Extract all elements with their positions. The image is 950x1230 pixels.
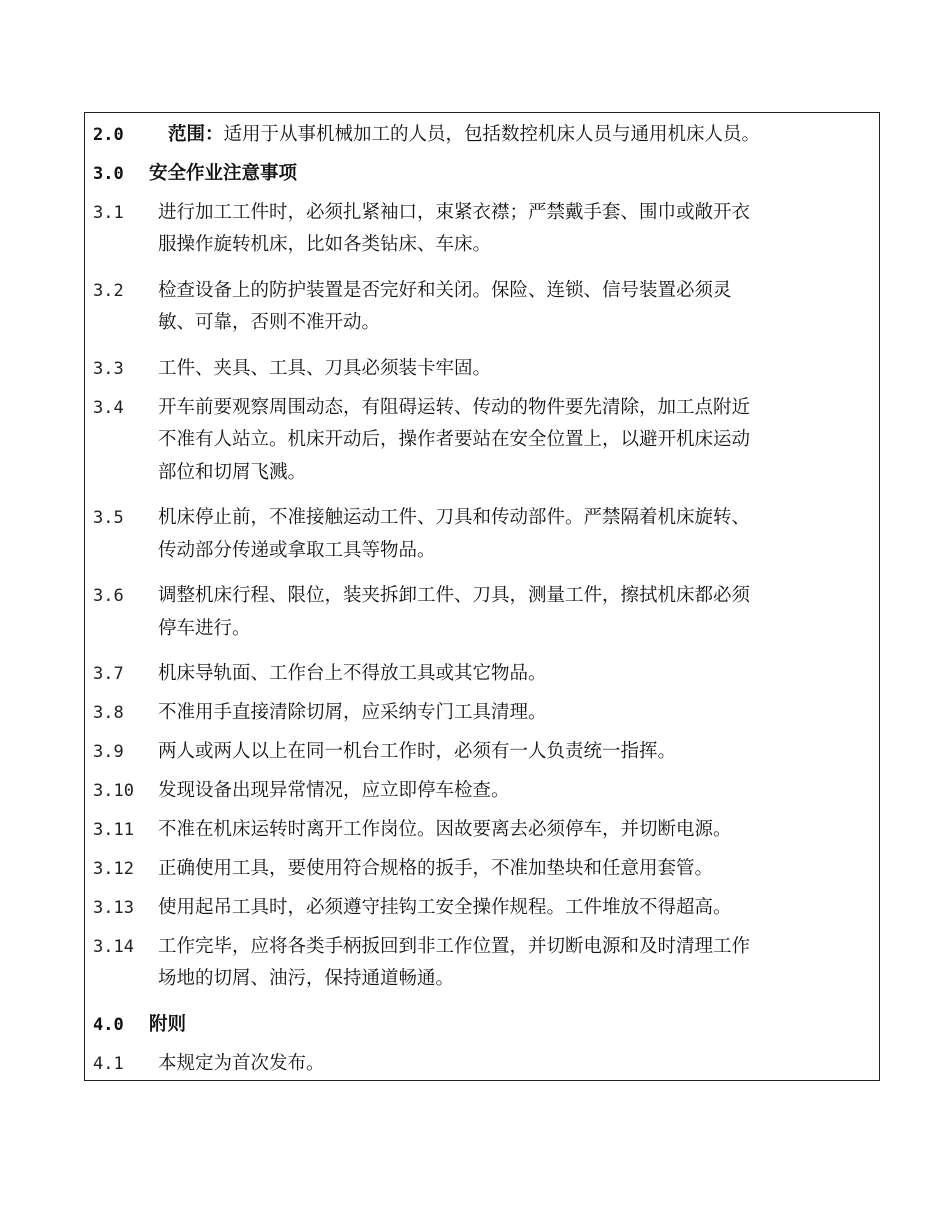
document-body bbox=[84, 112, 880, 1081]
item-text: 正确使用工具，要使用符合规格的扳手，不准加垫块和任意用套管。 bbox=[158, 858, 714, 879]
section-number: 3.0 bbox=[93, 164, 124, 184]
list-item-continuation bbox=[93, 459, 871, 487]
item-number: 3.7 bbox=[93, 664, 124, 684]
scope-row bbox=[93, 121, 871, 149]
item-number: 3.1 bbox=[93, 203, 124, 223]
list-item bbox=[93, 699, 871, 727]
section-title: 安全作业注意事项 bbox=[149, 163, 298, 184]
list-item bbox=[93, 394, 871, 422]
list-item bbox=[93, 738, 871, 766]
list-item bbox=[93, 1050, 871, 1078]
item-number: 3.6 bbox=[93, 586, 124, 606]
item-number: 4.1 bbox=[93, 1054, 124, 1074]
item-text: 场地的切屑、油污，保持通道畅通。 bbox=[158, 968, 455, 989]
item-text: 部位和切屑飞溅。 bbox=[158, 462, 307, 483]
list-item bbox=[93, 582, 871, 610]
section-number: 2.0 bbox=[93, 125, 124, 145]
item-number: 3.9 bbox=[93, 742, 124, 762]
item-text: 机床停止前，不准接触运动工件、刀具和传动部件。严禁隔着机床旋转、 bbox=[158, 507, 751, 528]
list-item bbox=[93, 504, 871, 532]
item-text: 进行加工工件时，必须扎紧袖口，束紧衣襟；严禁戴手套、围巾或敞开衣 bbox=[158, 202, 751, 223]
item-number: 3.8 bbox=[93, 703, 124, 723]
item-text: 开车前要观察周围动态，有阻碍运转、传动的物件要先清除，加工点附近 bbox=[158, 397, 751, 418]
list-item bbox=[93, 355, 871, 383]
list-item bbox=[93, 816, 871, 844]
item-number: 3.13 bbox=[93, 898, 134, 918]
item-text: 本规定为首次发布。 bbox=[158, 1053, 325, 1074]
list-item-continuation bbox=[93, 537, 871, 565]
list-item-continuation bbox=[93, 615, 871, 643]
item-text: 两人或两人以上在同一机台工作时，必须有一人负责统一指挥。 bbox=[158, 741, 677, 762]
item-text: 不准用手直接清除切屑，应采纳专门工具清理。 bbox=[158, 702, 547, 723]
list-item-continuation bbox=[93, 231, 871, 259]
list-item bbox=[93, 855, 871, 883]
item-number: 3.2 bbox=[93, 281, 124, 301]
item-text: 不准在机床运转时离开工作岗位。因故要离去必须停车，并切断电源。 bbox=[158, 819, 732, 840]
item-text: 服操作旋转机床，比如各类钻床、车床。 bbox=[158, 234, 492, 255]
list-item bbox=[93, 199, 871, 227]
item-text: 工作完毕，应将各类手柄扳回到非工作位置，并切断电源和及时清理工作 bbox=[158, 936, 751, 957]
item-number: 3.10 bbox=[93, 781, 134, 801]
item-text: 发现设备出现异常情况，应立即停车检查。 bbox=[158, 780, 510, 801]
list-item bbox=[93, 660, 871, 688]
list-item-continuation bbox=[93, 965, 871, 993]
item-text: 敏、可靠，否则不准开动。 bbox=[158, 312, 381, 333]
item-text: 工件、夹具、工具、刀具必须装卡牢固。 bbox=[158, 358, 492, 379]
item-number: 3.5 bbox=[93, 508, 124, 528]
item-text: 调整机床行程、限位，装夹拆卸工件、刀具，测量工件，擦拭机床都必须 bbox=[158, 585, 751, 606]
section-heading bbox=[93, 1011, 871, 1039]
section-number: 4.0 bbox=[93, 1015, 124, 1035]
item-text: 停车进行。 bbox=[158, 618, 251, 639]
item-number: 3.12 bbox=[93, 859, 134, 879]
list-item-continuation bbox=[93, 309, 871, 337]
list-item bbox=[93, 777, 871, 805]
list-item bbox=[93, 277, 871, 305]
item-number: 3.3 bbox=[93, 359, 124, 379]
item-number: 3.11 bbox=[93, 820, 134, 840]
item-text: 传动部分传递或拿取工具等物品。 bbox=[158, 540, 436, 561]
item-text: 机床导轨面、工作台上不得放工具或其它物品。 bbox=[158, 663, 547, 684]
scope-text: 适用于从事机械加工的人员，包括数控机床人员与通用机床人员。 bbox=[223, 124, 761, 145]
section-heading bbox=[93, 160, 871, 188]
list-item bbox=[93, 933, 871, 961]
item-text: 不准有人站立。机床开动后，操作者要站在安全位置上，以避开机床运动 bbox=[158, 429, 751, 450]
item-number: 3.14 bbox=[93, 937, 134, 957]
item-text: 使用起吊工具时，必须遵守挂钩工安全操作规程。工件堆放不得超高。 bbox=[158, 897, 732, 918]
scope-label: 范围： bbox=[168, 124, 224, 145]
item-text: 检查设备上的防护装置是否完好和关闭。保险、连锁、信号装置必须灵 bbox=[158, 280, 732, 301]
list-item-continuation bbox=[93, 426, 871, 454]
list-item bbox=[93, 894, 871, 922]
item-number: 3.4 bbox=[93, 398, 124, 418]
section-title: 附则 bbox=[149, 1014, 187, 1035]
